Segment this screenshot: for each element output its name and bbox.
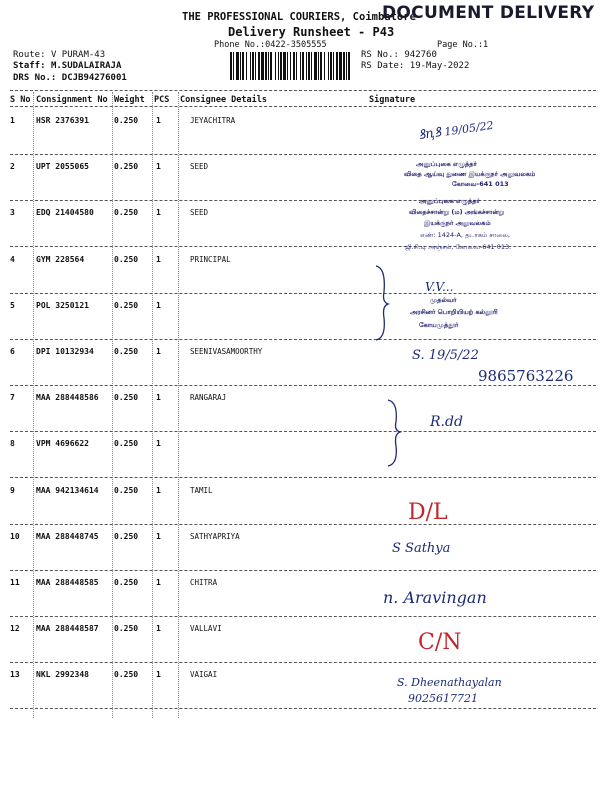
row-weight: 0.250: [114, 393, 139, 402]
drs-value: DCJB94276001: [61, 73, 127, 83]
row-sno: 8: [10, 439, 15, 448]
row-separator: [10, 293, 596, 294]
stamp-line: எண்: 1424-A, தடாகம் சாலை,: [420, 231, 510, 239]
rs-number-label: RS No.:: [361, 50, 399, 60]
brace-mark: [384, 396, 406, 468]
route-value: V PURAM-43: [50, 50, 106, 60]
row-consignment-no: POL 3250121: [36, 301, 89, 310]
row-weight: 0.250: [114, 208, 139, 217]
row-weight: 0.250: [114, 301, 139, 310]
row-sno: 2: [10, 162, 15, 171]
row-sno: 4: [10, 255, 15, 264]
signature-row-13-name: S. Dheenathayalan: [397, 676, 502, 689]
row-weight: 0.250: [114, 624, 139, 633]
signature-row-10: S Sathya: [392, 541, 451, 556]
drs-label: DRS No.:: [13, 73, 57, 83]
row-consignment-no: UPT 2055065: [36, 162, 89, 171]
row-separator: [10, 200, 596, 201]
rs-number-value: 942760: [404, 50, 437, 60]
signature-row-6-phone: 9865763226: [478, 367, 574, 385]
header-top-rule: [10, 90, 596, 91]
stamp-line: அனுப்புகை எழுத்தர்: [416, 160, 477, 168]
row-separator: [10, 431, 596, 432]
row-consignee: RANGARAJ: [190, 393, 227, 402]
row-weight: 0.250: [114, 347, 139, 356]
rs-date-line: [361, 61, 469, 71]
stamp-line: அரசினர் பொறியியற் கல்லூரி: [410, 308, 498, 316]
row-consignment-no: DPI 10132934: [36, 347, 94, 356]
row-consignment-no: EDQ 21404580: [36, 208, 94, 217]
stamp-line: விதைச்சான்று (ம) அங்கச்சான்று: [409, 208, 505, 216]
row-pcs: 1: [156, 116, 161, 125]
row-pcs: 1: [156, 439, 161, 448]
column-divider: [112, 92, 113, 718]
row-consignment-no: MAA 288448586: [36, 393, 99, 402]
barcode: [230, 52, 350, 80]
signature-row-7: R.dd: [430, 414, 463, 430]
row-separator: [10, 570, 596, 571]
row-sno: 10: [10, 532, 20, 541]
staff-line: [13, 61, 121, 71]
row-weight: 0.250: [114, 162, 139, 171]
row-sno: 6: [10, 347, 15, 356]
row-weight: 0.250: [114, 578, 139, 587]
row-separator: [10, 339, 596, 340]
row-sno: 12: [10, 624, 20, 633]
row-sno: 9: [10, 486, 15, 495]
signature-row-1-date: 19/05/22: [443, 118, 495, 139]
row-separator: [10, 154, 596, 155]
column-consignment: Consignment No: [36, 95, 108, 105]
row-consignment-no: MAA 288448587: [36, 624, 99, 633]
stamp-line: ஜி.சி.டி அஞ்சல், கோவை-641 013.: [405, 243, 512, 251]
row-sno: 5: [10, 301, 15, 310]
column-divider: [152, 92, 153, 718]
closed-mark: C/N: [418, 630, 462, 655]
runsheet-title: Delivery Runsheet - P43: [228, 25, 395, 39]
row-pcs: 1: [156, 532, 161, 541]
row-consignee: JEYACHITRA: [190, 116, 236, 125]
row-weight: 0.250: [114, 255, 139, 264]
row-sno: 13: [10, 670, 20, 679]
signature-row-13-phone: 9025617721: [408, 692, 478, 705]
route-label: Route:: [13, 50, 46, 60]
rs-date-label: RS Date:: [361, 61, 405, 71]
row-pcs: 1: [156, 347, 161, 356]
rs-date-value: 19-May-2022: [409, 61, 470, 71]
row-pcs: 1: [156, 670, 161, 679]
row-separator: [10, 477, 596, 478]
row-consignment-no: GYM 228564: [36, 255, 85, 264]
row-consignment-no: MAA 942134614: [36, 486, 99, 495]
stamp-line: இயக்குநர் அலுவலகம்: [424, 219, 491, 227]
stamp-line: கோவை-641 013: [452, 180, 509, 188]
row-consignee: VAIGAI: [190, 670, 218, 679]
drs-line: [13, 73, 127, 83]
row-consignee: SATHYAPRIYA: [190, 532, 240, 541]
column-divider: [33, 92, 34, 718]
row-pcs: 1: [156, 162, 161, 171]
stamp-line: கோயமுத்தூர்: [419, 321, 459, 329]
row-pcs: 1: [156, 624, 161, 633]
brace-mark: [372, 262, 394, 342]
column-pcs: PCS: [154, 95, 170, 105]
signature-row-6: S. 19/5/22: [412, 348, 479, 363]
row-pcs: 1: [156, 486, 161, 495]
page-number: Page No.:1: [437, 40, 489, 50]
stamp-line: அனுப்புகை எழுத்தர்: [419, 197, 480, 205]
row-weight: 0.250: [114, 116, 139, 125]
row-consignee: SEED: [190, 208, 209, 217]
header-bottom-rule: [10, 106, 596, 107]
rs-number-line: [361, 50, 437, 60]
row-weight: 0.250: [114, 486, 139, 495]
row-pcs: 1: [156, 255, 161, 264]
column-divider: [178, 92, 179, 718]
signature-row-1: ꝸꞑꝸ 19/05/22: [417, 118, 495, 144]
column-signature: Signature: [369, 95, 416, 105]
row-weight: 0.250: [114, 439, 139, 448]
row-consignment-no: NKL 2992348: [36, 670, 89, 679]
route-line: [13, 50, 105, 60]
row-separator: [10, 708, 596, 709]
row-pcs: 1: [156, 208, 161, 217]
row-consignee: SEENIVASAMOORTHY: [190, 347, 263, 356]
row-consignment-no: VPM 4696622: [36, 439, 89, 448]
row-consignee: SEED: [190, 162, 209, 171]
row-consignee: CHITRA: [190, 578, 218, 587]
row-sno: 1: [10, 116, 15, 125]
delivered-mark: D/L: [408, 500, 448, 525]
row-separator: [10, 662, 596, 663]
row-consignment-no: MAA 288448585: [36, 578, 99, 587]
row-sno: 3: [10, 208, 15, 217]
row-consignment-no: MAA 288448745: [36, 532, 99, 541]
row-sno: 11: [10, 578, 20, 587]
row-consignment-no: HSR 2376391: [36, 116, 89, 125]
signature-row-6-date: 19/5/22: [428, 348, 479, 363]
row-consignee: TAMIL: [190, 486, 213, 495]
row-weight: 0.250: [114, 670, 139, 679]
stamp-line: விதை ஆய்வு துணை இயக்குநர் அலுவலகம்: [404, 170, 536, 178]
row-separator: [10, 524, 596, 525]
stamp-line: முதல்வர்: [430, 296, 457, 304]
document-delivery-stamp: DOCUMENT DELIVERY: [382, 3, 595, 23]
row-separator: [10, 385, 596, 386]
row-pcs: 1: [156, 578, 161, 587]
row-weight: 0.250: [114, 532, 139, 541]
row-consignee: VALLAVI: [190, 624, 222, 633]
column-sno: S No: [10, 95, 31, 105]
row-sno: 7: [10, 393, 15, 402]
company-title: THE PROFESSIONAL COURIERS, Coimbatore: [182, 11, 416, 23]
staff-value: M.SUDALAIRAJA: [50, 61, 122, 71]
signature-row-11: n. Aravingan: [383, 588, 487, 607]
column-consignee: Consignee Details: [180, 95, 267, 105]
row-consignee: PRINCIPAL: [190, 255, 231, 264]
staff-label: Staff:: [13, 61, 46, 71]
column-weight: Weight: [114, 95, 145, 105]
signature-row-5: V.V...: [425, 280, 454, 294]
row-separator: [10, 616, 596, 617]
row-pcs: 1: [156, 301, 161, 310]
phone-number: Phone No.:0422-3505555: [214, 40, 327, 50]
row-pcs: 1: [156, 393, 161, 402]
